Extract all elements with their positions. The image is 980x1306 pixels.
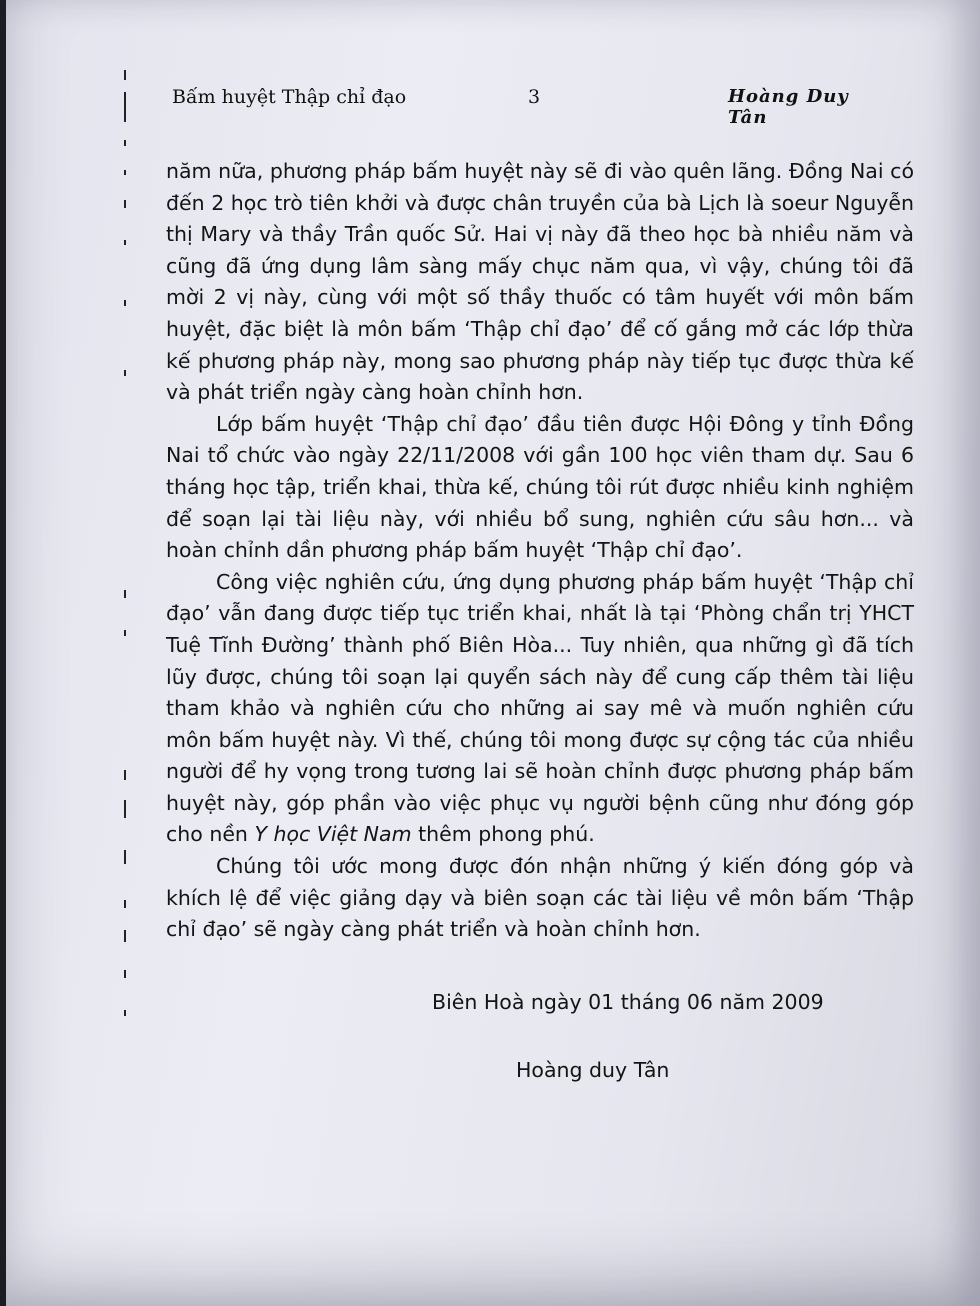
signature-date: Biên Hoà ngày 01 tháng 06 năm 2009 [432,990,824,1014]
author-name: Hoàng Duy Tân [728,86,849,128]
body-text [166,156,914,946]
signature-name: Hoàng duy Tân [516,1058,670,1082]
binding-marks [118,70,134,1030]
book-title: Bấm huyệt Thập chỉ đạo [172,86,407,108]
paragraph-4: Chúng tôi ước mong được đón nhận những ý kiến đóng góp và khích lệ để việc giảng dạy và biên soạn các tài liệu về môn bấm ‘Thập chỉ đạo’ sẽ ngày càng phát triển và hoàn chỉnh hơn. [166,854,914,942]
paragraph-1: năm nữa, phương pháp bấm huyệt này sẽ đi vào quên lãng. Đồng Nai có đến 2 học trò tiên khởi và được chân truyền của bà Lịch là soeur Nguyễn thị Mary và thầy Trần quốc Sử. Hai vị này đã theo học bà nhiều năm và cũng đã ứng dụng lâm sàng mấy chục năm qua, vì vậy, chúng tôi đã mời 2 vị này, cùng với một số thầy thuốc có tâm huyết với môn bấm huyệt, đặc biệt là môn bấm ‘Thập chỉ đạo’ để cố gắng mở các lớp thừa kế phương pháp này, mong sao phương pháp này tiếp tục được thừa kế và phát triển ngày càng hoàn chỉnh hơn. [166,159,914,405]
paragraph-3 [166,567,914,851]
paragraph-3-text: Công việc nghiên cứu, ứng dụng phương pháp bấm huyệt ‘Thập chỉ đạo’ vẫn đang được tiếp tục triển khai, nhất là tại ‘Phòng chẩn trị YHCT Tuệ Tĩnh Đường’ thành phố Biên Hòa... Tuy nhiên, qua những gì đã tích lũy được, chúng tôi soạn lại quyển sách này để cung cấp thêm tài liệu tham khảo và nghiên cứu cho những ai say mê và muốn nghiên cứu môn bấm huyệt này. Vì thế, chúng tôi mong được sự cộng tác của nhiều người để hy vọng trong tương lai sẽ hoàn chỉnh được phương pháp bấm huyệt này, góp phần vào việc phục vụ người bệnh cũng như đóng góp cho nền [166,569,914,847]
page-number: 3 [528,86,541,108]
running-header [172,86,892,128]
book-page [6,0,980,1306]
paragraph-3-italic: Y học Việt Nam [254,822,412,847]
paragraph-2: Lớp bấm huyệt ‘Thập chỉ đạo’ đầu tiên được Hội Đông y tỉnh Đồng Nai tổ chức vào ngày 22/11/2008 với gần 100 học viên tham dự. Sau 6 tháng học tập, triển khai, thừa kế, chúng tôi rút được nhiều kinh nghiệm để soạn lại tài liệu này, với nhiều bổ sung, nghiên cứu sâu hơn... và hoàn chỉnh dần phương pháp bấm huyệt ‘Thập chỉ đạo’. [166,411,914,563]
paragraph-3-end: thêm phong phú. [411,822,595,847]
